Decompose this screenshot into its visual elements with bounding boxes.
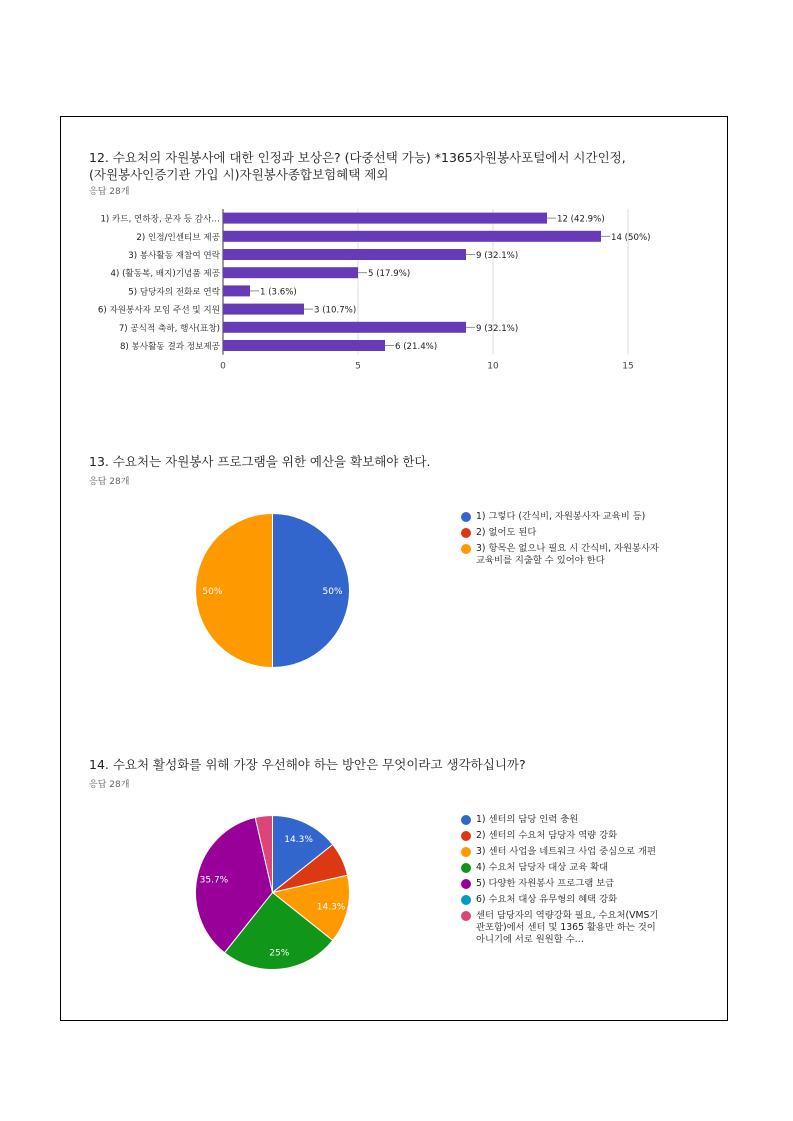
x-tick-label: 5 [355, 361, 361, 372]
legend-swatch [461, 528, 471, 538]
legend-label: 센터 담당자의 역량강화 필요, 수요처(VMS기관포함)에서 센터 및 1365 활용만 하는 것이 아니기에 서로 원원할 수… [476, 910, 659, 945]
q12-title-line1: 12. 수요처의 자원봉사에 대한 인정과 보상은? (다중선택 가능) *1365자원봉사포털에서 시간인정, [89, 150, 626, 165]
bar [223, 340, 385, 351]
legend-label: 1) 그렇다 (간식비, 자원봉사자 교육비 등) [476, 511, 646, 522]
q13-response-count: 응답 28개 [89, 477, 130, 487]
legend-swatch [461, 879, 471, 889]
legend-label: 6) 수요처 대상 유무형의 혜택 강화 [476, 894, 618, 905]
legend-swatch [461, 512, 471, 522]
legend-label: 5) 다양한 자원봉사 프로그램 보급 [476, 878, 615, 889]
category-label: 7) 공식적 축하, 행사(표창) [118, 323, 220, 334]
x-tick-label: 0 [220, 361, 226, 372]
data-label: 12 (42.9%) [557, 214, 605, 225]
data-label: 3 (10.7%) [314, 305, 357, 316]
category-label: 1) 카드, 연하장, 문자 등 감사… [100, 214, 220, 225]
legend-item [461, 527, 666, 539]
legend-label: 4) 수요처 담당자 대상 교육 확대 [476, 862, 609, 873]
legend-label: 3) 항목은 없으나 필요 시 간식비, 자원봉사자 교육비를 지출할 수 있어야 한다 [476, 543, 659, 566]
legend-swatch [461, 911, 471, 921]
legend-item [461, 910, 666, 946]
data-label: 6 (21.4%) [395, 342, 438, 352]
legend-swatch [461, 895, 471, 905]
legend-item [461, 830, 666, 842]
legend-item [461, 894, 666, 906]
slice-label: 14.3% [284, 834, 313, 845]
legend-item [461, 878, 666, 890]
slice-label: 50% [202, 587, 223, 597]
bar [223, 322, 466, 333]
q12-title [89, 149, 626, 183]
legend-label: 2) 없어도 된다 [476, 527, 537, 538]
legend-item [461, 814, 666, 826]
slice-label: 35.7% [199, 875, 229, 886]
x-tick-label: 15 [622, 361, 634, 372]
bar [223, 285, 250, 296]
bar [223, 213, 547, 224]
category-label: 5) 담당자의 전화로 연락 [128, 287, 220, 298]
x-tick-label: 10 [487, 361, 499, 372]
legend-item [461, 511, 666, 523]
category-label: 8) 봉사활동 결과 정보제공 [119, 342, 220, 352]
q13-pie-chart [190, 508, 355, 673]
category-label: 4) (활동복, 배지)기념품 제공 [110, 269, 220, 280]
data-label: 5 (17.9%) [368, 269, 411, 280]
legend-label: 3) 센터 사업을 네트워크 사업 중심으로 개편 [476, 846, 656, 857]
q13-title: 13. 수요처는 자원봉사 프로그램을 위한 예산을 확보해야 한다. [89, 454, 431, 469]
legend-swatch [461, 847, 471, 857]
slice-label: 25% [269, 948, 290, 959]
legend-swatch [461, 544, 471, 554]
bar [223, 249, 466, 260]
data-label: 9 (32.1%) [476, 251, 519, 261]
legend-item [461, 862, 666, 874]
q14-response-count: 응답 28개 [89, 780, 130, 790]
q14-pie-chart [190, 810, 355, 975]
legend-label: 1) 센터의 담당 인력 충원 [476, 814, 579, 825]
slice-label: 14.3% [316, 902, 346, 913]
legend-swatch [461, 831, 471, 841]
q12-response-count: 응답 28개 [89, 187, 130, 197]
category-label: 6) 자원봉사자 모임 주선 및 지원 [97, 305, 220, 316]
q12-title-line2: (자원봉사인증기관 가입 시)자원봉사종합보험혜택 제외 [89, 167, 389, 182]
legend-swatch [461, 815, 471, 825]
q14-title: 14. 수요처 활성화를 위해 가장 우선해야 하는 방안은 무엇이라고 생각하십니까? [89, 757, 526, 772]
legend-label: 2) 센터의 수요처 담당자 역량 강화 [476, 830, 618, 841]
q13-legend [461, 511, 666, 571]
category-label: 3) 봉사활동 재참여 연락 [128, 251, 220, 261]
data-label: 14 (50%) [611, 232, 651, 243]
category-label: 2) 인정/인센티브 제공 [136, 232, 220, 243]
legend-item [461, 846, 666, 858]
bar [223, 304, 304, 315]
q14-legend [461, 814, 666, 950]
data-label: 1 (3.6%) [260, 287, 297, 298]
data-label: 9 (32.1%) [476, 323, 519, 334]
slice-label: 50% [322, 587, 343, 597]
legend-swatch [461, 863, 471, 873]
legend-item [461, 543, 666, 567]
bar [223, 267, 358, 278]
bar [223, 231, 601, 242]
q12-bar-chart [60, 200, 660, 380]
